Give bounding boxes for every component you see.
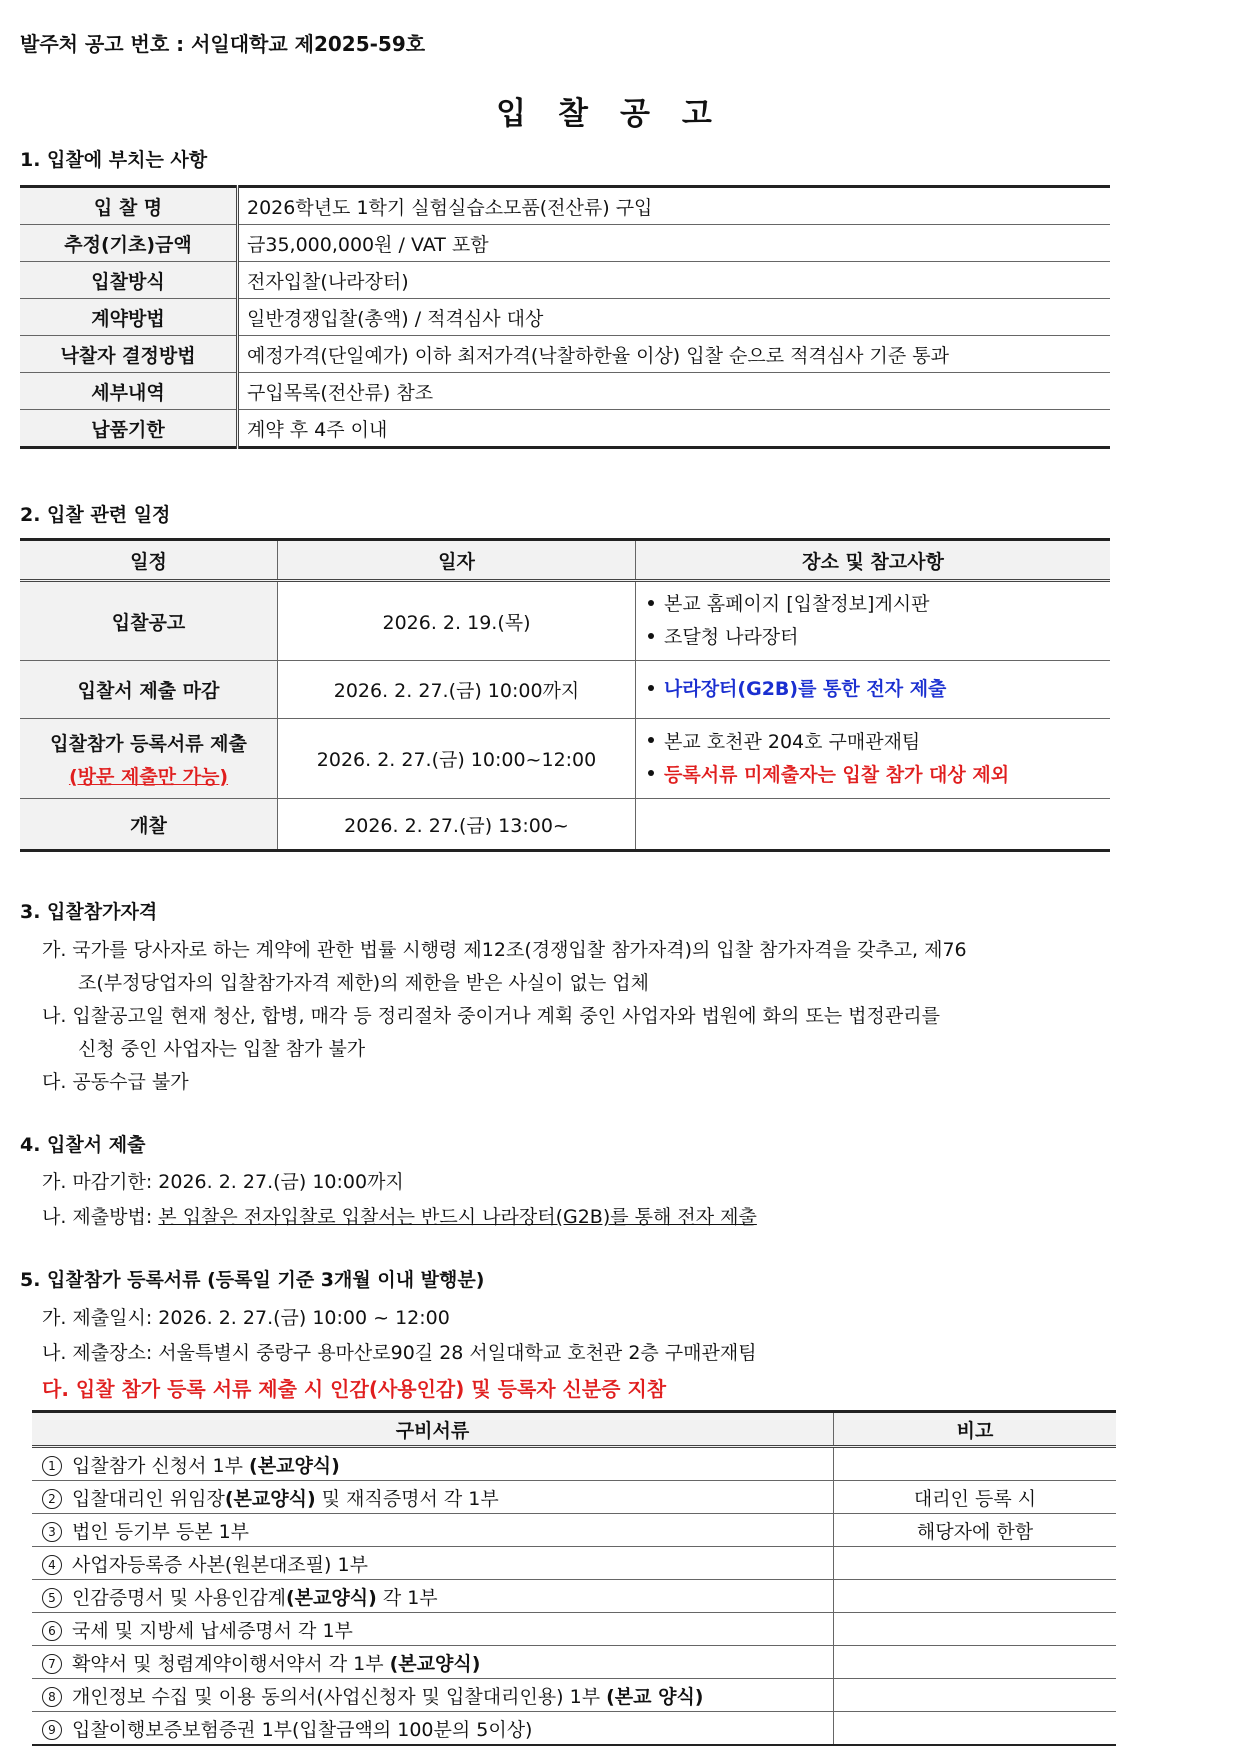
schedule-note <box>636 719 1111 799</box>
note-text: 조달청 나라장터 <box>664 626 799 648</box>
remark-cell <box>834 1712 1117 1746</box>
note-text: 본교 호천관 204호 구매관재팀 <box>664 730 921 753</box>
visit-only-note: (방문 제출만 가능) <box>68 765 229 788</box>
table-row <box>20 799 1110 851</box>
schedule-name: 입찰서 제출 마감 <box>20 661 278 719</box>
form-type: (본교양식) <box>224 1487 316 1510</box>
field-label: 세부내역 <box>20 373 238 410</box>
note-text: 나라장터(G2B)를 통한 전자 제출 <box>664 678 947 700</box>
col-header-schedule: 일정 <box>20 540 278 581</box>
schedule-note <box>636 581 1111 661</box>
document-text: 입찰대리인 위임장 <box>72 1487 225 1510</box>
table-row <box>20 262 1110 299</box>
field-value: 2026학년도 1학기 실험실습소모품(전산류) 구입 <box>238 187 1111 225</box>
table-row <box>20 373 1110 410</box>
method-line <box>42 1202 757 1229</box>
schedule-name: 입찰공고 <box>20 581 278 661</box>
document-text: 사업자등록증 사본(원본대조필) 1부 <box>72 1553 368 1576</box>
col-header-place: 장소 및 참고사항 <box>636 540 1111 581</box>
form-type: (본교양식) <box>249 1454 340 1477</box>
schedule-date: 2026. 2. 19.(목) <box>278 581 636 661</box>
remark-cell <box>834 1580 1117 1613</box>
remark-cell <box>834 1613 1117 1646</box>
field-label: 납품기한 <box>20 410 238 448</box>
deadline-line: 가. 마감기한: 2026. 2. 27.(금) 10:00까지 <box>42 1171 404 1193</box>
table-row <box>32 1679 1116 1712</box>
remark-cell <box>834 1547 1117 1580</box>
schedule-note <box>636 799 1111 851</box>
table-row <box>32 1712 1116 1746</box>
method-label: 나. 제출방법: <box>42 1206 159 1228</box>
page-title: 입찰공고 <box>496 96 744 132</box>
section-4-heading: 4. 입찰서 제출 <box>20 1134 146 1156</box>
document-item <box>32 1580 834 1613</box>
document-item <box>32 1613 834 1646</box>
number-circle-icon: 1 <box>42 1456 62 1476</box>
form-type: (본교양식) <box>285 1586 377 1609</box>
note-text: 등록서류 미제출자는 입찰 참가 대상 제외 <box>664 763 1010 786</box>
document-text: 개인정보 수집 및 이용 동의서(사업신청자 및 입찰대리인용) 1부 <box>72 1685 607 1708</box>
bullet-icon <box>648 600 654 606</box>
notice-number: 발주처 공고 번호 : 서일대학교 제2025-59호 <box>20 32 426 56</box>
method-text: 본 입찰은 전자입찰로 입찰서는 반드시 나라장터(G2B)를 통해 전자 제출 <box>158 1206 757 1228</box>
table-row <box>20 225 1110 262</box>
bullet-icon <box>648 737 654 743</box>
schedule-name: 개찰 <box>20 799 278 851</box>
document-item <box>32 1447 834 1481</box>
table-row <box>32 1613 1116 1646</box>
table-row <box>20 581 1110 661</box>
number-circle-icon: 7 <box>42 1654 62 1674</box>
field-value: 일반경쟁입찰(총액) / 적격심사 대상 <box>238 299 1111 336</box>
bullet-icon <box>648 685 654 691</box>
remark-cell <box>834 1447 1117 1481</box>
number-circle-icon: 8 <box>42 1687 62 1707</box>
section-1-heading: 1. 입찰에 부치는 사항 <box>20 149 208 171</box>
document-item <box>32 1481 834 1514</box>
table-row <box>32 1580 1116 1613</box>
document-item <box>32 1547 834 1580</box>
form-type: (본교 양식) <box>606 1685 704 1708</box>
table-row <box>20 719 1110 799</box>
seal-notice: 다. 입찰 참가 등록 서류 제출 시 인감(사용인감) 및 등록자 신분증 지참 <box>42 1377 667 1401</box>
field-label: 추정(기초)금액 <box>20 225 238 262</box>
schedule-date: 2026. 2. 27.(금) 10:00~12:00 <box>278 719 636 799</box>
document-text-tail: 및 재직증명서 각 1부 <box>315 1487 499 1510</box>
qualification-b: 나. 입찰공고일 현재 청산, 합병, 매각 등 정리절차 중이거나 계획 중인 사업자와 법원에 화의 또는 법정관리를 <box>42 1005 940 1027</box>
form-type: (본교양식) <box>389 1652 481 1675</box>
number-circle-icon: 3 <box>42 1522 62 1542</box>
table-row <box>20 661 1110 719</box>
table-row <box>32 1447 1116 1481</box>
section-2-heading: 2. 입찰 관련 일정 <box>20 504 171 526</box>
bullet-icon <box>648 633 654 639</box>
schedule-date: 2026. 2. 27.(금) 10:00까지 <box>278 661 636 719</box>
document-item <box>32 1712 834 1746</box>
remark-cell: 해당자에 한함 <box>834 1514 1117 1547</box>
document-text: 확약서 및 청렴계약이행서약서 각 1부 <box>72 1652 390 1675</box>
table-row <box>20 299 1110 336</box>
documents-table <box>32 1410 1116 1746</box>
submit-place-line: 나. 제출장소: 서울특별시 중랑구 용마산로90길 28 서일대학교 호천관 2층 구매관재팀 <box>42 1342 757 1364</box>
document-text: 인감증명서 및 사용인감계 <box>72 1586 286 1609</box>
table-row <box>32 1514 1116 1547</box>
number-circle-icon: 2 <box>42 1489 62 1509</box>
remark-cell: 대리인 등록 시 <box>834 1481 1117 1514</box>
schedule-note <box>636 661 1111 719</box>
bullet-icon <box>648 770 654 776</box>
document-text: 입찰이행보증보험증권 1부(입찰금액의 100분의 5이상) <box>72 1718 533 1741</box>
schedule-date: 2026. 2. 27.(금) 13:00~ <box>278 799 636 851</box>
number-circle-icon: 5 <box>42 1588 62 1608</box>
col-header-docs: 구비서류 <box>32 1412 834 1447</box>
schedule-table <box>20 538 1110 852</box>
qualification-a-cont: 조(부정당업자의 입찰참가자격 제한)의 제한을 받은 사실이 없는 업체 <box>78 972 650 994</box>
note-text: 본교 홈페이지 [입찰정보]게시판 <box>664 593 930 615</box>
document-text: 국세 및 지방세 납세증명서 각 1부 <box>72 1619 353 1642</box>
document-text-tail: 각 1부 <box>376 1586 438 1609</box>
field-value: 계약 후 4주 이내 <box>238 410 1111 448</box>
table-row <box>32 1646 1116 1679</box>
document-text: 입찰참가 신청서 1부 <box>72 1454 250 1477</box>
table-row <box>20 410 1110 448</box>
number-circle-icon: 9 <box>42 1720 62 1740</box>
bid-info-table <box>20 185 1110 449</box>
field-value: 금35,000,000원 / VAT 포함 <box>238 225 1111 262</box>
document-item <box>32 1514 834 1547</box>
table-row <box>20 187 1110 225</box>
field-label: 입찰방식 <box>20 262 238 299</box>
number-circle-icon: 6 <box>42 1621 62 1641</box>
table-row <box>32 1481 1116 1514</box>
schedule-name-text: 입찰참가 등록서류 제출 <box>50 732 247 755</box>
remark-cell <box>834 1646 1117 1679</box>
qualification-c: 다. 공동수급 불가 <box>42 1071 189 1093</box>
schedule-name <box>20 719 278 799</box>
field-label: 계약방법 <box>20 299 238 336</box>
document-item <box>32 1646 834 1679</box>
field-label: 입 찰 명 <box>20 187 238 225</box>
document-text: 법인 등기부 등본 1부 <box>72 1520 250 1543</box>
document-item <box>32 1679 834 1712</box>
field-value: 구입목록(전산류) 참조 <box>238 373 1111 410</box>
number-circle-icon: 4 <box>42 1555 62 1575</box>
col-header-date: 일자 <box>278 540 636 581</box>
qualification-b-cont: 신청 중인 사업자는 입찰 참가 불가 <box>78 1038 366 1060</box>
col-header-remark: 비고 <box>834 1412 1117 1447</box>
section-3-heading: 3. 입찰참가자격 <box>20 901 158 923</box>
field-label: 낙찰자 결정방법 <box>20 336 238 373</box>
table-row <box>20 336 1110 373</box>
submit-time-line: 가. 제출일시: 2026. 2. 27.(금) 10:00 ~ 12:00 <box>42 1307 450 1329</box>
table-row <box>32 1547 1116 1580</box>
field-value: 예정가격(단일예가) 이하 최저가격(낙찰하한율 이상) 입찰 순으로 적격심사 기준 통과 <box>238 336 1111 373</box>
section-5-heading: 5. 입찰참가 등록서류 (등록일 기준 3개월 이내 발행분) <box>20 1269 485 1291</box>
remark-cell <box>834 1679 1117 1712</box>
qualification-a: 가. 국가를 당사자로 하는 계약에 관한 법률 시행령 제12조(경쟁입찰 참가자격)의 입찰 참가자격을 갖추고, 제76 <box>42 939 967 961</box>
field-value: 전자입찰(나라장터) <box>238 262 1111 299</box>
